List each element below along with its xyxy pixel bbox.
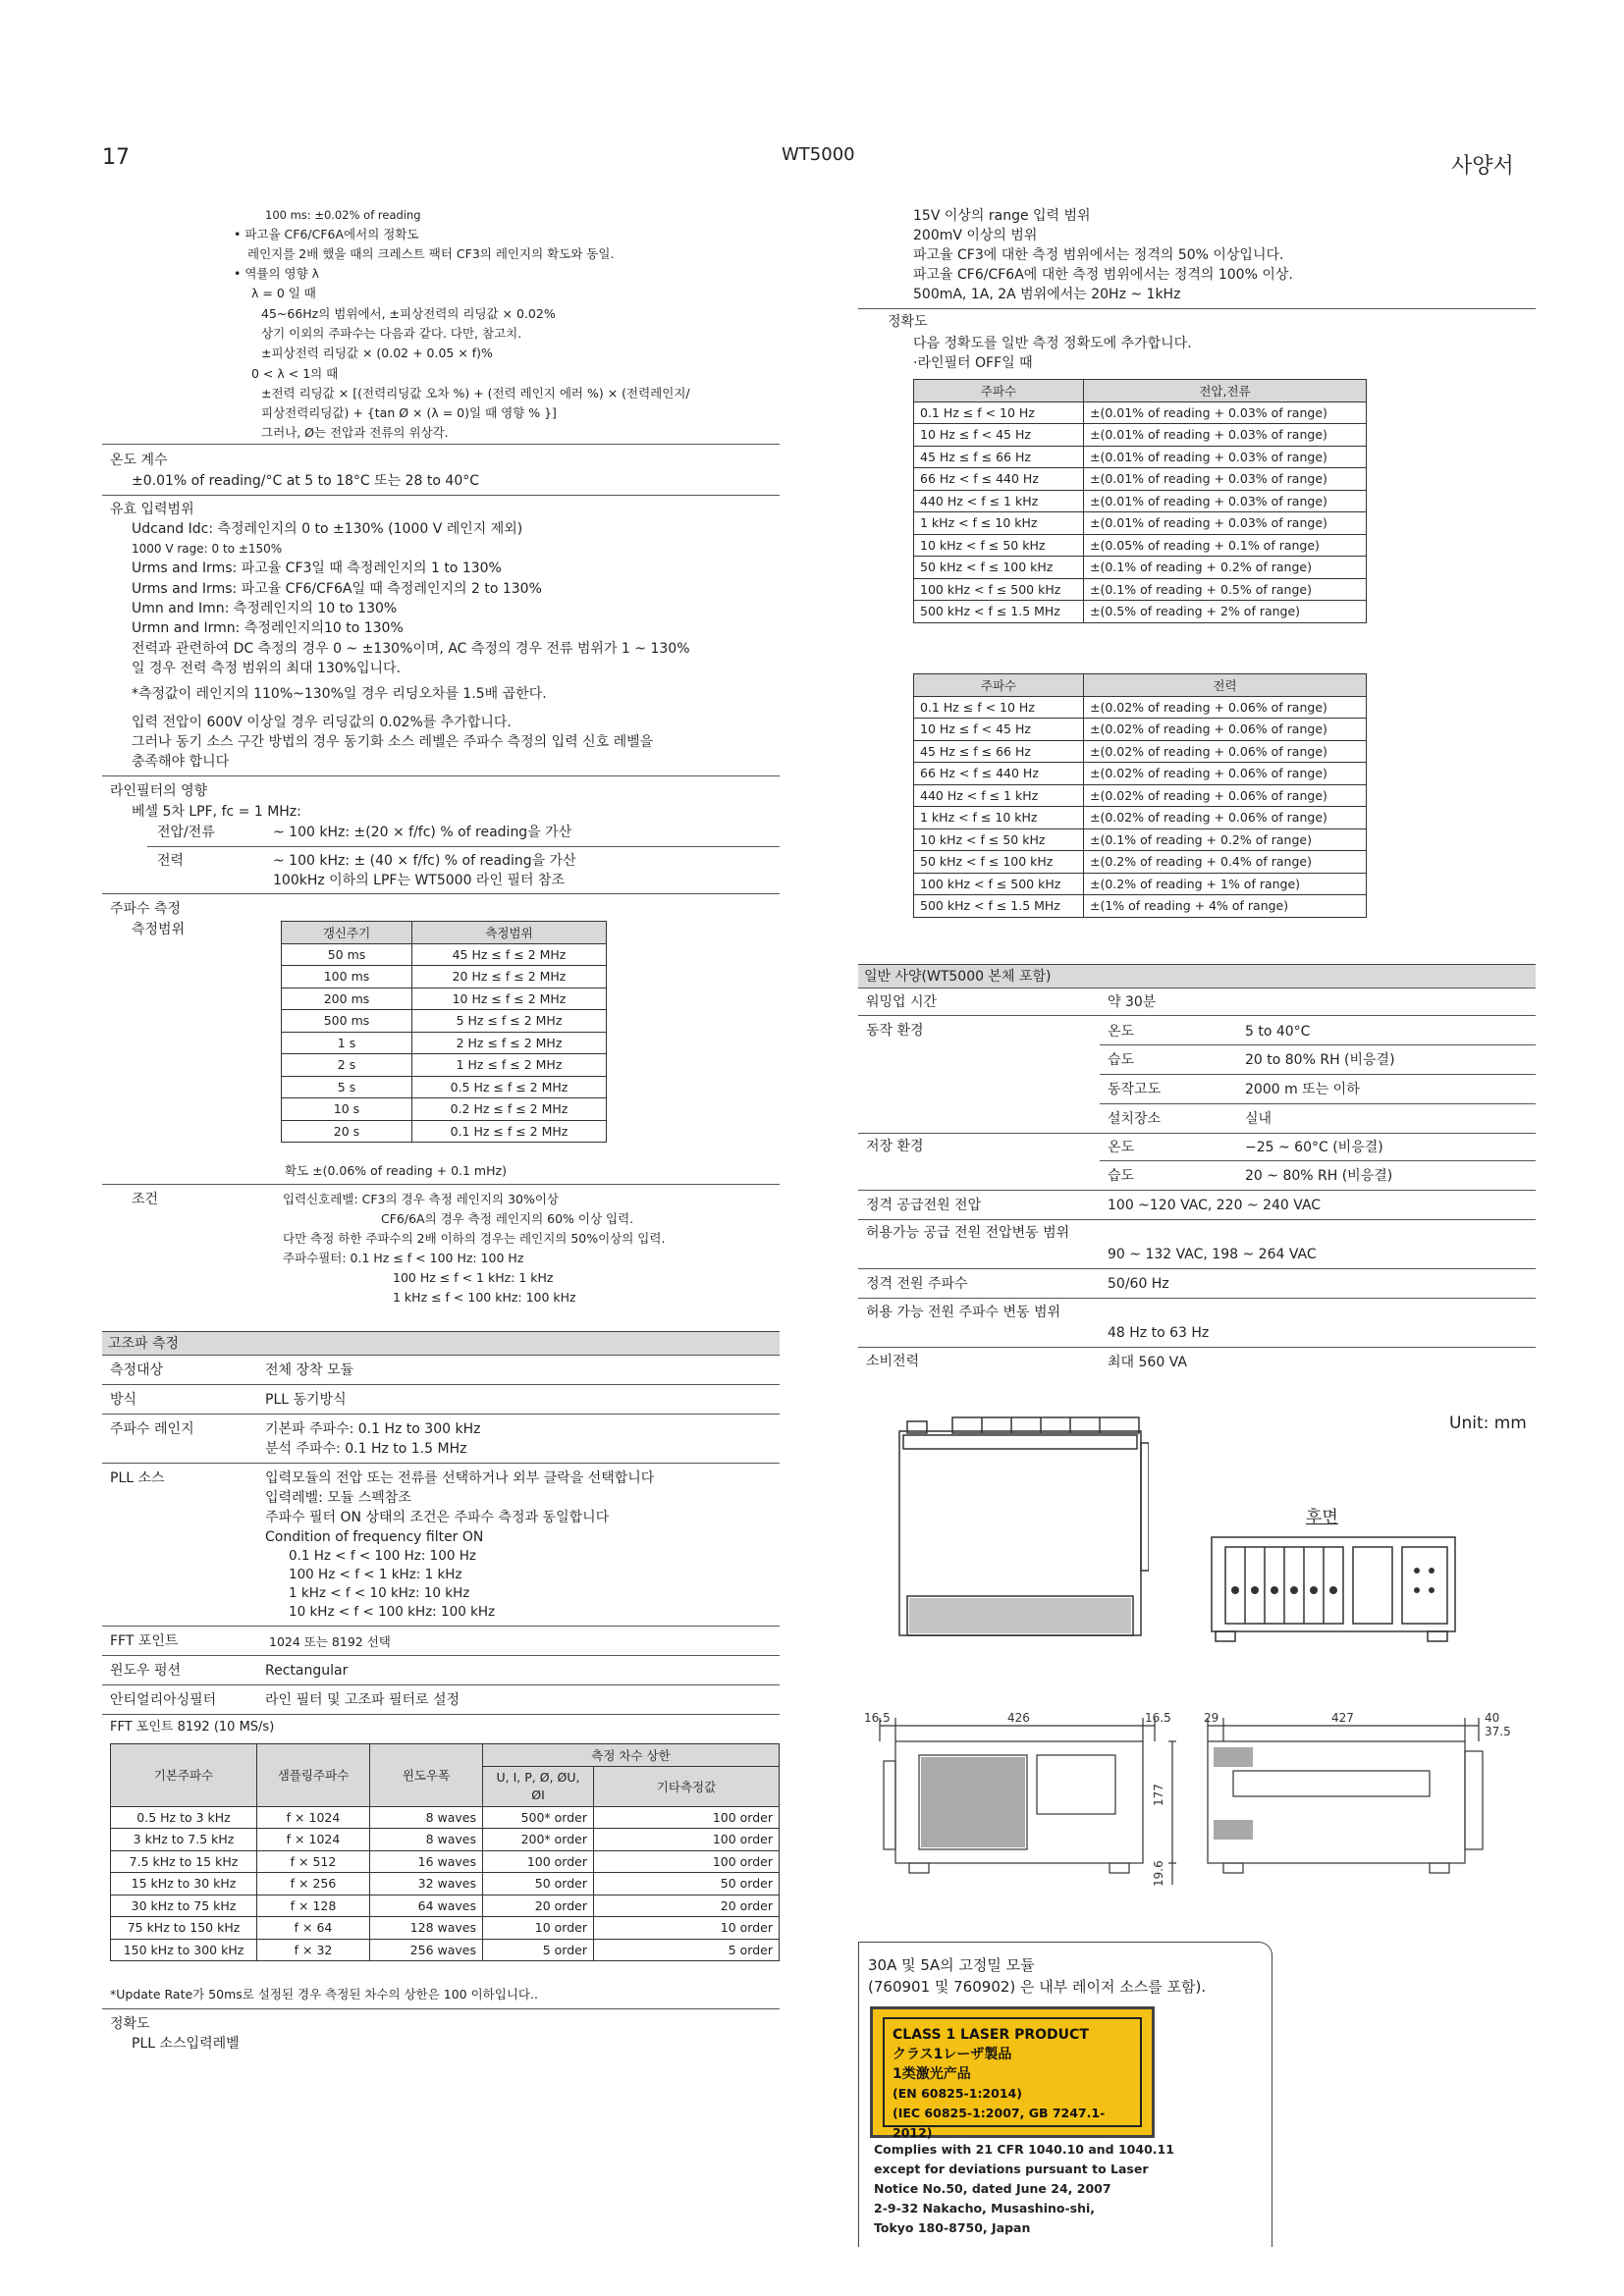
laser-complies	[874, 2140, 1174, 2238]
table-row: 45 Hz ≤ f ≤ 66 Hz ±(0.02% of reading + 0.06% of range)	[914, 740, 1367, 763]
top-line: ±피상전력 리딩값 × (0.02 + 0.05 × f)%	[261, 346, 493, 360]
laser-label-line: CLASS 1 LASER PRODUCT	[893, 2027, 1089, 2043]
table-row: 5 s 0.5 Hz ≤ f ≤ 2 MHz	[282, 1076, 607, 1098]
table-row: 500 kHz < f ≤ 1.5 MHz ±(1% of reading + 4% of range)	[914, 895, 1367, 918]
top-line: 레인지를 2배 했을 때의 크레스트 팩터 CF3의 레인지의 확도와 동일.	[247, 246, 615, 261]
allow-freq-label: 허용 가능 전원 주파수 변동 범위	[866, 1305, 1061, 1320]
lpf-label: 라인필터의 영향	[110, 783, 208, 799]
st-env-key: 온도	[1108, 1140, 1135, 1155]
right-top-line: 200mV 이상의 범위	[913, 228, 1038, 243]
laser-label-line: 1类激光产品	[893, 2066, 971, 2082]
table-row: 10 s 0.2 Hz ≤ f ≤ 2 MHz	[282, 1098, 607, 1121]
rear-view-drawing	[1206, 1531, 1461, 1649]
table-row: 0.1 Hz ≤ f < 10 Hz ±(0.01% of reading + 0.03% of range)	[914, 401, 1367, 424]
top-view-drawing	[893, 1414, 1149, 1649]
pll-line: 0.1 Hz < f < 100 Hz: 100 Hz	[289, 1548, 476, 1564]
window-label: 윈도우 펑션	[110, 1663, 182, 1679]
model-name: WT5000	[782, 144, 855, 165]
rated-voltage-value: 100 ~120 VAC, 220 ~ 240 VAC	[1108, 1198, 1322, 1213]
st-env-label: 저장 환경	[866, 1139, 924, 1154]
valid-line: 그러나 동기 소스 구간 방법의 경우 동기화 소스 레벨은 주파수 측정의 입력 신호 레벨을	[132, 734, 654, 750]
valid-line: 일 경우 전력 측정 범위의 최대 130%입니다.	[132, 661, 402, 676]
page-number: 17	[102, 145, 130, 170]
harm-note: *Update Rate가 50ms로 설정된 경우 측정된 차수의 상한은 100 이하입니다..	[110, 1987, 538, 2002]
rated-freq-label: 정격 전원 주파수	[866, 1276, 968, 1292]
top-line: 0 < λ < 1의 때	[251, 366, 339, 381]
laser-warning-label	[870, 2006, 1155, 2138]
valid-label: 유효 입력범위	[110, 502, 194, 517]
laser-line: (760901 및 760902) 은 내부 레이저 소스를 포함).	[868, 1978, 1207, 1996]
op-env-key: 습도	[1108, 1052, 1135, 1068]
table-row: 50 ms 45 Hz ≤ f ≤ 2 MHz	[282, 943, 607, 966]
cond-line: 다만 측정 하한 주파수의 2배 이하의 경우는 레인지의 50%이상의 입력.	[283, 1231, 666, 1246]
harm-acc-sub: PLL 소스입력레벨	[132, 2036, 240, 2052]
dim-label: 427	[1331, 1712, 1354, 1725]
rated-freq-value: 50/60 Hz	[1108, 1276, 1169, 1292]
cond-line: 주파수필터: 0.1 Hz ≤ f < 100 Hz: 100 Hz	[283, 1251, 524, 1265]
table-row: 500 kHz < f ≤ 1.5 MHz ±(0.5% of reading + 2% of range)	[914, 601, 1367, 623]
right-acc-line: 다음 정확도를 일반 측정 정확도에 추가합니다.	[913, 336, 1192, 351]
table-row: 66 Hz < f ≤ 440 Hz ±(0.02% of reading + 0.06% of range)	[914, 763, 1367, 785]
lpf-va-text: ~ 100 kHz: ±(20 × f/fc) % of reading을 가산	[273, 825, 572, 840]
table-row: 7.5 kHz to 15 kHz f × 512 16 waves 100 order 100 order	[111, 1850, 780, 1873]
right-top-line: 500mA, 1A, 2A 범위에서는 20Hz ~ 1kHz	[913, 287, 1181, 302]
unit-label: Unit: mm	[1449, 1414, 1527, 1433]
rated-voltage-label: 정격 공급전원 전압	[866, 1198, 982, 1213]
table-row: 100 kHz < f ≤ 500 kHz ±(0.1% of reading + 0.5% of range)	[914, 578, 1367, 601]
pll-line: 입력레벨: 모듈 스펙참조	[265, 1490, 411, 1506]
table-row: 0.5 Hz to 3 kHz f × 1024 8 waves 500* order 100 order	[111, 1806, 780, 1829]
complies-line: Tokyo 180-8750, Japan	[874, 2220, 1031, 2235]
st-env-value: 20 ~ 80% RH (비응결)	[1245, 1168, 1393, 1184]
laser-label-line: (IEC 60825-1:2007, GB 7247.1-2012)	[893, 2106, 1106, 2140]
harmonic-section-bar: 고조파 측정	[102, 1331, 780, 1355]
table-row: 66 Hz < f ≤ 440 Hz ±(0.01% of reading + 0.03% of range)	[914, 468, 1367, 491]
op-env-key: 설치장소	[1108, 1111, 1162, 1127]
aa-label: 안티얼리아싱필터	[110, 1692, 217, 1708]
dim-label: 16.5	[1145, 1712, 1171, 1725]
valid-line: 입력 전압이 600V 이상일 경우 리딩값의 0.02%를 추가합니다.	[132, 715, 512, 730]
dim-label: 16.5	[864, 1712, 891, 1725]
op-env-value: 5 to 40°C	[1245, 1024, 1311, 1040]
complies-line: 2-9-32 Nakacho, Musashino-shi,	[874, 2201, 1096, 2216]
harm-method: PLL 동기방식	[265, 1392, 347, 1408]
top-line: 상기 이외의 주파수는 다음과 같다. 다만, 참고치.	[261, 326, 522, 341]
cond-line: 1 kHz ≤ f < 100 kHz: 100 kHz	[393, 1290, 576, 1305]
cond-line: 100 Hz ≤ f < 1 kHz: 1 kHz	[393, 1270, 554, 1285]
op-env-value: 실내	[1245, 1111, 1272, 1127]
valid-line: Urms and Irms: 파고율 CF6/CF6A일 때 측정레인지의 2 to 130%	[132, 581, 542, 597]
top-line: 100 ms: ±0.02% of reading	[265, 208, 421, 222]
top-line: 피상전력리딩값) + {tan Ø × (λ = 0)일 때 영향 % }]	[261, 405, 557, 420]
op-env-value: 20 to 80% RH (비응결)	[1245, 1052, 1395, 1068]
lpf-p-label: 전력	[157, 853, 185, 869]
top-line: λ = 0 일 때	[251, 286, 316, 300]
table-row: 10 Hz ≤ f < 45 Hz ±(0.02% of reading + 0.06% of range)	[914, 719, 1367, 741]
table-header: 샘플링주파수	[257, 1744, 370, 1807]
lpf-p-text1: ~ 100 kHz: ± (40 × f/fc) % of reading을 가산	[273, 853, 576, 869]
allow-voltage-value: 90 ~ 132 VAC, 198 ~ 264 VAC	[1108, 1247, 1317, 1262]
warmup-value: 약 30분	[1108, 994, 1157, 1010]
top-line: 그러나, Ø는 전압과 전류의 위상각.	[261, 425, 449, 440]
table-row: 30 kHz to 75 kHz f × 128 64 waves 20 order 20 order	[111, 1895, 780, 1917]
op-env-key: 온도	[1108, 1024, 1135, 1040]
valid-line: *측정값이 레인지의 110%~130%일 경우 리딩오차를 1.5배 곱한다.	[132, 686, 547, 702]
top-line: • 파고율 CF6/CF6A에서의 정확도	[234, 227, 419, 241]
harm-acc-label: 정확도	[110, 2016, 150, 2032]
power-cons-value: 최대 560 VA	[1108, 1355, 1187, 1370]
power-cons-label: 소비전력	[866, 1354, 920, 1369]
pll-line: 100 Hz < f < 1 kHz: 1 kHz	[289, 1567, 462, 1582]
table-row: 100 ms 20 Hz ≤ f ≤ 2 MHz	[282, 966, 607, 988]
table-header: 측정범위	[412, 922, 607, 944]
table-header: 윈도우폭	[370, 1744, 483, 1807]
table-row: 0.1 Hz ≤ f < 10 Hz ±(0.02% of reading + 0.06% of range)	[914, 696, 1367, 719]
fft-value: 1024 또는 8192 선택	[269, 1634, 391, 1649]
table-header: 전압,전류	[1084, 380, 1367, 402]
laser-line: 30A 및 5A의 고정밀 모듈	[868, 1956, 1035, 1974]
op-env-label: 동작 환경	[866, 1023, 924, 1039]
laser-label-line: クラス1レーザ製品	[893, 2047, 1012, 2062]
cond-line: CF6/6A의 경우 측정 레인지의 60% 이상 입력.	[381, 1211, 634, 1226]
right-acc-line: ·라인필터 OFF일 때	[913, 355, 1033, 371]
harm-range-label: 주파수 레인지	[110, 1421, 194, 1437]
right-top-line: 파고율 CF6/CF6A에 대한 측정 범위에서는 정격의 100% 이상.	[913, 267, 1293, 283]
temp-text: ±0.01% of reading/°C at 5 to 18°C 또는 28 to 40°C	[132, 473, 479, 489]
dim-label: 19.6	[1152, 1860, 1165, 1887]
dim-label: 40	[1485, 1712, 1500, 1725]
op-env-value: 2000 m 또는 이하	[1245, 1082, 1360, 1097]
lpf-p-text2: 100kHz 이하의 LPF는 WT5000 라인 필터 참조	[273, 873, 565, 888]
st-env-key: 습도	[1108, 1168, 1135, 1184]
pll-line: 1 kHz < f < 10 kHz: 10 kHz	[289, 1585, 470, 1601]
freq-range-table	[281, 921, 607, 1143]
table-header: 기타측정값	[594, 1766, 780, 1806]
table-header: 측정 차수 상한	[483, 1744, 780, 1767]
right-acc-label: 정확도	[888, 314, 928, 330]
st-env-value: −25 ~ 60°C (비응결)	[1245, 1140, 1383, 1155]
general-spec-bar: 일반 사양(WT5000 본체 포함)	[858, 964, 1536, 988]
top-line: ±전력 리딩값 × [(전력리딩값 오차 %) + (전력 레인지 에러 %) × (전력레인지/	[261, 386, 690, 400]
table-row: 500 ms 5 Hz ≤ f ≤ 2 MHz	[282, 1010, 607, 1033]
table-row: 150 kHz to 300 kHz f × 32 256 waves 5 order 5 order	[111, 1939, 780, 1961]
table-header: 갱신주기	[282, 922, 412, 944]
top-line: • 역률의 영향 λ	[234, 266, 320, 281]
valid-line: Urmn and Irmn: 측정레인지의10 to 130%	[132, 620, 404, 636]
complies-line: Notice No.50, dated June 24, 2007	[874, 2181, 1111, 2196]
voltage-current-accuracy-table	[913, 379, 1367, 623]
dim-label: 426	[1007, 1712, 1030, 1725]
table-header: 기본주파수	[111, 1744, 257, 1807]
window-value: Rectangular	[265, 1663, 349, 1679]
table-row: 75 kHz to 150 kHz f × 64 128 waves 10 order 10 order	[111, 1917, 780, 1940]
section-title: 사양서	[1451, 154, 1514, 179]
table-row: 45 Hz ≤ f ≤ 66 Hz ±(0.01% of reading + 0.03% of range)	[914, 446, 1367, 468]
pll-label: PLL 소스	[110, 1470, 165, 1486]
laser-label-line: (EN 60825-1:2014)	[893, 2086, 1022, 2101]
table-row: 1 s 2 Hz ≤ f ≤ 2 MHz	[282, 1032, 607, 1054]
table-row: 1 kHz < f ≤ 10 kHz ±(0.01% of reading + 0.03% of range)	[914, 512, 1367, 535]
table-header: 전력	[1084, 674, 1367, 697]
pll-line: 입력모듈의 전압 또는 전류를 선택하거나 외부 클락을 선택합니다	[265, 1470, 655, 1486]
harm-target: 전체 장착 모듈	[265, 1362, 354, 1378]
right-top-line: 15V 이상의 range 입력 범위	[913, 208, 1091, 224]
fft-label: FFT 포인트	[110, 1633, 179, 1649]
front-side-dimension-drawing	[860, 1712, 1518, 1889]
valid-line: Udcand Idc: 측정레인지의 0 to ±130% (1000 V 레인지 제외)	[132, 521, 523, 537]
harm-range: 분석 주파수: 0.1 Hz to 1.5 MHz	[265, 1441, 467, 1457]
table-header: 주파수	[914, 380, 1084, 402]
complies-line: except for deviations pursuant to Laser	[874, 2162, 1149, 2176]
freq-accuracy: 확도 ±(0.06% of reading + 0.1 mHz)	[285, 1163, 507, 1178]
lpf-sub: 베셀 5차 LPF, fc = 1 MHz:	[132, 804, 301, 820]
table-header: 주파수	[914, 674, 1084, 697]
harm-method-label: 방식	[110, 1392, 137, 1408]
right-top-line: 파고율 CF3에 대한 측정 범위에서는 정격의 50% 이상입니다.	[913, 247, 1284, 263]
dim-label: 37.5	[1485, 1725, 1511, 1738]
lpf-va-label: 전압/전류	[157, 825, 215, 840]
table-row: 2 s 1 Hz ≤ f ≤ 2 MHz	[282, 1054, 607, 1077]
top-line: 45~66Hz의 범위에서, ±피상전력의 리딩값 × 0.02%	[261, 306, 556, 321]
harm-range: 기본파 주파수: 0.1 Hz to 300 kHz	[265, 1421, 481, 1437]
cond-label: 조건	[132, 1192, 159, 1207]
rear-label: 후면	[1306, 1508, 1338, 1527]
allow-voltage-label: 허용가능 공급 전원 전압변동 범위	[866, 1225, 1070, 1241]
harm-target-label: 측정대상	[110, 1362, 164, 1378]
fft-order-table	[110, 1743, 780, 1961]
cond-line: 입력신호레벨: CF3의 경우 측정 레인지의 30%이상	[283, 1192, 560, 1206]
table-row: 50 kHz < f ≤ 100 kHz ±(0.2% of reading + 0.4% of range)	[914, 851, 1367, 874]
complies-line: Complies with 21 CFR 1040.10 and 1040.11	[874, 2142, 1174, 2157]
valid-line: 1000 V rage: 0 to ±150%	[132, 542, 283, 556]
table-row: 10 kHz < f ≤ 50 kHz ±(0.1% of reading + 0.2% of range)	[914, 828, 1367, 851]
table-row: 15 kHz to 30 kHz f × 256 32 waves 50 order 50 order	[111, 1873, 780, 1896]
table-row: 440 Hz < f ≤ 1 kHz ±(0.01% of reading + 0.03% of range)	[914, 490, 1367, 512]
table-row: 10 Hz ≤ f < 45 Hz ±(0.01% of reading + 0.03% of range)	[914, 424, 1367, 447]
dim-label: 29	[1204, 1712, 1219, 1725]
table-header: U, I, P, Ø, ØU, ØI	[483, 1766, 594, 1806]
table-row: 440 Hz < f ≤ 1 kHz ±(0.02% of reading + 0.06% of range)	[914, 784, 1367, 807]
temp-label: 온도 계수	[110, 453, 168, 468]
table-row: 1 kHz < f ≤ 10 kHz ±(0.02% of reading + 0.06% of range)	[914, 807, 1367, 829]
allow-freq-value: 48 Hz to 63 Hz	[1108, 1325, 1210, 1341]
freq-sub: 측정범위	[132, 922, 186, 937]
pll-line: 10 kHz < f < 100 kHz: 100 kHz	[289, 1604, 496, 1620]
table-row: 20 s 0.1 Hz ≤ f ≤ 2 MHz	[282, 1120, 607, 1143]
valid-line: Urms and Irms: 파고율 CF3일 때 측정레인지의 1 to 130%	[132, 561, 502, 576]
table-row: 50 kHz < f ≤ 100 kHz ±(0.1% of reading + 0.2% of range)	[914, 557, 1367, 579]
table-row: 200 ms 10 Hz ≤ f ≤ 2 MHz	[282, 988, 607, 1010]
table-row: 100 kHz < f ≤ 500 kHz ±(0.2% of reading + 1% of range)	[914, 873, 1367, 895]
dim-label: 177	[1152, 1784, 1165, 1806]
aa-value: 라인 필터 및 고조파 필터로 설정	[265, 1692, 460, 1708]
valid-line: Umn and Imn: 측정레인지의 10 to 130%	[132, 601, 398, 616]
freq-label: 주파수 측정	[110, 901, 182, 917]
pll-line: Condition of frequency filter ON	[265, 1529, 484, 1545]
op-env-key: 동작고도	[1108, 1082, 1162, 1097]
table-row: 10 kHz < f ≤ 50 kHz ±(0.05% of reading + 0.1% of range)	[914, 534, 1367, 557]
valid-line: 충족해야 합니다	[132, 754, 230, 770]
table-row: 3 kHz to 7.5 kHz f × 1024 8 waves 200* order 100 order	[111, 1829, 780, 1851]
warmup-label: 워밍업 시간	[866, 994, 938, 1010]
power-accuracy-table	[913, 673, 1367, 918]
pll-line: 주파수 필터 ON 상태의 조건은 주파수 측정과 동일합니다	[265, 1510, 610, 1525]
valid-line: 전력과 관련하여 DC 측정의 경우 0 ~ ±130%이며, AC 측정의 경우 전류 범위가 1 ~ 130%	[132, 641, 690, 657]
fft-table-title: FFT 포인트 8192 (10 MS/s)	[110, 1720, 275, 1735]
